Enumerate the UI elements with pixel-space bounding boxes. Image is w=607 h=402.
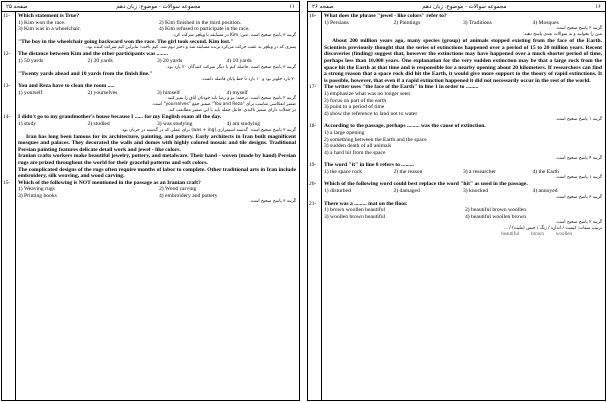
question-number: 19- [309, 162, 317, 169]
explanation-text: پسری که در ویلچر به عقب حرکت می‌کرد برنده مسابقه شد و دختر دوم شد. کیم باخت؛ بنابراین کیم شرکت کننده بود. [85, 45, 296, 51]
option: 1) emphasize what was no longer seen [324, 90, 411, 97]
option: 3) Traditions [463, 19, 492, 26]
question-number: 14- [3, 114, 11, 121]
option: 2) studied [87, 120, 110, 127]
option: 1) Kim won the race. [18, 19, 66, 26]
quote-text: "The boy in the wheelchair going backward won the race. The girl took second. Kim lost." [18, 38, 234, 45]
quote-text: "Twenty yards ahead and 10 yards from the finish line." [18, 70, 153, 77]
option: 3) Printing books [18, 192, 57, 199]
option: 2) 30 yards [87, 57, 113, 64]
answer-text: گزینه ۱ پاسخ صحیح است. [555, 117, 602, 123]
answer-text: گزینه ۳ پاسخ صحیح است. گذشته استمراری (was + ing) برای عملی که در گذشته در جریان بود. [121, 127, 296, 133]
option: 2) yourselves [87, 89, 118, 96]
option: 2) Kim finished in the third position. [159, 19, 242, 26]
question-number: 11- [3, 13, 10, 19]
passage-paragraph: Iranian crafts workers make beautiful jewelry, pottery, and metalware. Their hand - woven (made by hand) Persian rugs are prized throughout the world for their graceful patterns and soft colors. [18, 153, 296, 166]
option: 1) Persians [324, 19, 349, 26]
option: 4) am studying [226, 120, 261, 127]
question-text: Which statement is True? [18, 13, 80, 19]
answer-text: گزینه ۳ پاسخ صحیح است. [249, 199, 296, 205]
question-17 [309, 84, 602, 123]
option: 3) woollen brown beautiful [324, 213, 386, 220]
option: 1) study [18, 120, 37, 127]
question-number: 16- [309, 13, 317, 19]
option: 1) a large opening [324, 129, 365, 136]
question-number: 17- [309, 84, 317, 91]
explanation-text: ضمیر انعکاسی مناسب برای "You and Reza" ضمیر جمع "yourselves" است. [151, 102, 296, 108]
option: 3) was studying [157, 120, 193, 127]
question-text: The writer uses "the face of the Earth" in line 1 in order to ......... [324, 84, 479, 91]
left-page [1, 1, 300, 401]
option: 4) embroidery and pottery [159, 192, 218, 199]
page-title: مجموعه سوالات - موضوع: زبان دهم [116, 3, 201, 10]
question-15 [3, 179, 296, 206]
option: 4) beautiful woollen brown [465, 213, 527, 220]
option: 2) Wood carving [159, 186, 197, 193]
option: 3) knocked [463, 188, 489, 195]
question-text: The distance between Kim and the other participants was ........ [18, 51, 168, 58]
question-number: 12- [3, 51, 11, 58]
question-text: Which of the following word could best replace the word "hit" as used in the passage. [324, 181, 528, 188]
answer-text: گزینه ۲ پاسخ صحیح است. ترجمه: تو و رضا باید خودتان اتاق را تمیز کنید. [166, 96, 296, 102]
question-number: 21- [309, 200, 317, 207]
answer-text: گزینه ۴ پاسخ صحیح است. [555, 156, 602, 162]
option: 1) 50 yards [18, 57, 44, 64]
passage-paragraph: The complicated designs of the rugs often require months of labor to complete. Other traditional arts in Iran include embroidery, silk weaving, and wood carving. [18, 166, 296, 180]
option: 4) 10 yards [226, 57, 252, 64]
question-text: You and Reza have to clean the room ..... [18, 83, 115, 90]
right-page [307, 1, 606, 401]
option: 1) disturbed [324, 188, 351, 195]
page-number: صفحه ۲۶ [312, 3, 334, 10]
option: 4) a hard hit from the space [324, 149, 386, 156]
option: 3) 20 yards [157, 57, 183, 64]
question-19 [309, 162, 602, 181]
option: 2) the reason [393, 168, 423, 175]
option: 3) a researcher [463, 168, 496, 175]
question-number: 20- [309, 181, 317, 188]
page-body [308, 12, 605, 239]
option: 3) himself [157, 89, 180, 96]
question-11 [3, 13, 296, 51]
header-number: ۱۱ [289, 3, 295, 10]
options [18, 186, 296, 199]
page-title: مجموعه سوالات - موضوع: زبان دهم [422, 3, 507, 10]
question-16 [309, 13, 602, 38]
option: 4) show the reference to land not to water [324, 110, 418, 117]
options [18, 20, 296, 33]
question-13 [3, 83, 296, 114]
page-body [2, 12, 299, 205]
answer-text: گزینه ۲ پاسخ صحیح است. [555, 220, 602, 226]
options [324, 207, 602, 220]
option: 3) sudden death of all animals [324, 143, 392, 150]
options [18, 121, 296, 128]
option: 1) yourself [18, 89, 43, 96]
adjective-word: beautiful [501, 232, 520, 238]
question-14 [3, 114, 296, 133]
option: 4) annoyed [532, 188, 558, 195]
question-text: There was a ......... mat on the floor. [324, 200, 408, 207]
question-18 [309, 123, 602, 162]
question-number: 15- [3, 179, 11, 186]
option: 3) Kim was in a wheelchair. [18, 26, 81, 33]
question-12 [3, 51, 296, 83]
explanation-text: ۲۰ یارد جلوتر بود و ۱۰ یارد تا خط پایان فاصله داشت. [201, 77, 296, 83]
question-number: 18- [309, 123, 317, 130]
option: 4) myself [226, 89, 248, 96]
page-header [308, 2, 605, 12]
answer-text: گزینه ۳ پاسخ صحیح است. [555, 194, 602, 200]
option: 2) beautiful brown woollen [465, 207, 527, 214]
answer-text: گزینه ۳ پاسخ صحیح است. فاصله کیم با دیگر شرکت کنندگان ۲۰ یارد بود. [166, 64, 296, 70]
answer-text: گزینه ۱ پاسخ صحیح است. [555, 175, 602, 181]
question-text: Which of the following is NOT mentioned in the passage as an Iranian craft? [18, 179, 201, 186]
question-text: I didn't go to my grandmother's house because I ...... for my English exam all the day. [18, 114, 222, 121]
option: 4) Kim refused to participate in the race. [159, 26, 250, 33]
option: 3) point to a period of time [324, 104, 385, 111]
option: 4) Mosques [532, 19, 559, 26]
adjective-word: brown [531, 232, 544, 238]
answer-text: گزینه ۲ پاسخ صحیح است. [555, 26, 602, 32]
adjective-word: woollen [555, 232, 572, 238]
options [18, 58, 296, 65]
explanation-text: ترتیب صفات: کیفیت / اندازه / رنگ / جنس (ملیت) / ... [503, 226, 602, 232]
question-21 [309, 200, 602, 239]
reading-passage: About 200 million years ago, many species (group) of animals stopped existing from the face of the Earth. Scientists previously thought that the series of extinctions happened over a period of 15 to 20 million years. Recent discoveries (finding) suggest that, however the extinctions may have happened over a much shorter period of time, perhaps less than 10,000 years. One explanation for the very sudden extinction may be that a large rock from the space hit the Earth at that time and is responsible for a nearby opening about 20 kilometers. If researchers can find a strong reason that a space rock did hit the Earth, it would give more support to the theory of rapid extinctions. It is possible, however, that even if a rapid extinction happened it did not necessarily occur in the rest of the world. [324, 38, 602, 84]
question-20 [309, 181, 602, 200]
instruction-text: متن را بخوانید و به سوالات بعدی پاسخ دهید: [522, 32, 602, 38]
question-text: According to the passage, perhaps ......... was the cause of extinction. [324, 123, 486, 130]
option: 1) Weaving rugs [18, 186, 55, 193]
option: 4) the Earth [532, 168, 559, 175]
header-number: ۱۶ [595, 3, 601, 10]
question-number: 13- [3, 83, 11, 90]
option: 1) the space rock [324, 168, 363, 175]
option: 2) something between the Earth and the space [324, 136, 427, 143]
option: 2) Paintings [393, 19, 421, 26]
question-text: What does the phrase "jewel - like colors" refer to? [324, 13, 447, 19]
reading-passage [18, 134, 296, 180]
answer-text: گزینه ۳ پاسخ صحیح است. متن: Kim در مسابقه با ویلچر شرکت کرد. [172, 32, 296, 38]
passage-paragraph: Iran has long been famous for its architecture, painting, and pottery. Early architects in Iran built magnificent mosques and palaces. They decorated the walls and domes with highly colored mosaic and tile designs. Traditional Persian painting features delicate detail work and jewel - like colors. [18, 133, 296, 153]
option: 1) brown woollen beautiful [324, 207, 386, 214]
option: 2) focus on part of the earth [324, 97, 387, 104]
page-number: صفحه ۲۵ [6, 3, 28, 10]
page-header [2, 2, 299, 12]
option: 2) damaged [393, 188, 420, 195]
options [324, 188, 602, 195]
question-text: The word "it" in line 8 refers to ......... [324, 162, 414, 169]
adjective-order-row [324, 232, 602, 239]
explanation-text: در جملات دارای ضمیر تاکیدی، فاعل جمله باید با این ضمیر مطابقت کند. [167, 108, 296, 114]
